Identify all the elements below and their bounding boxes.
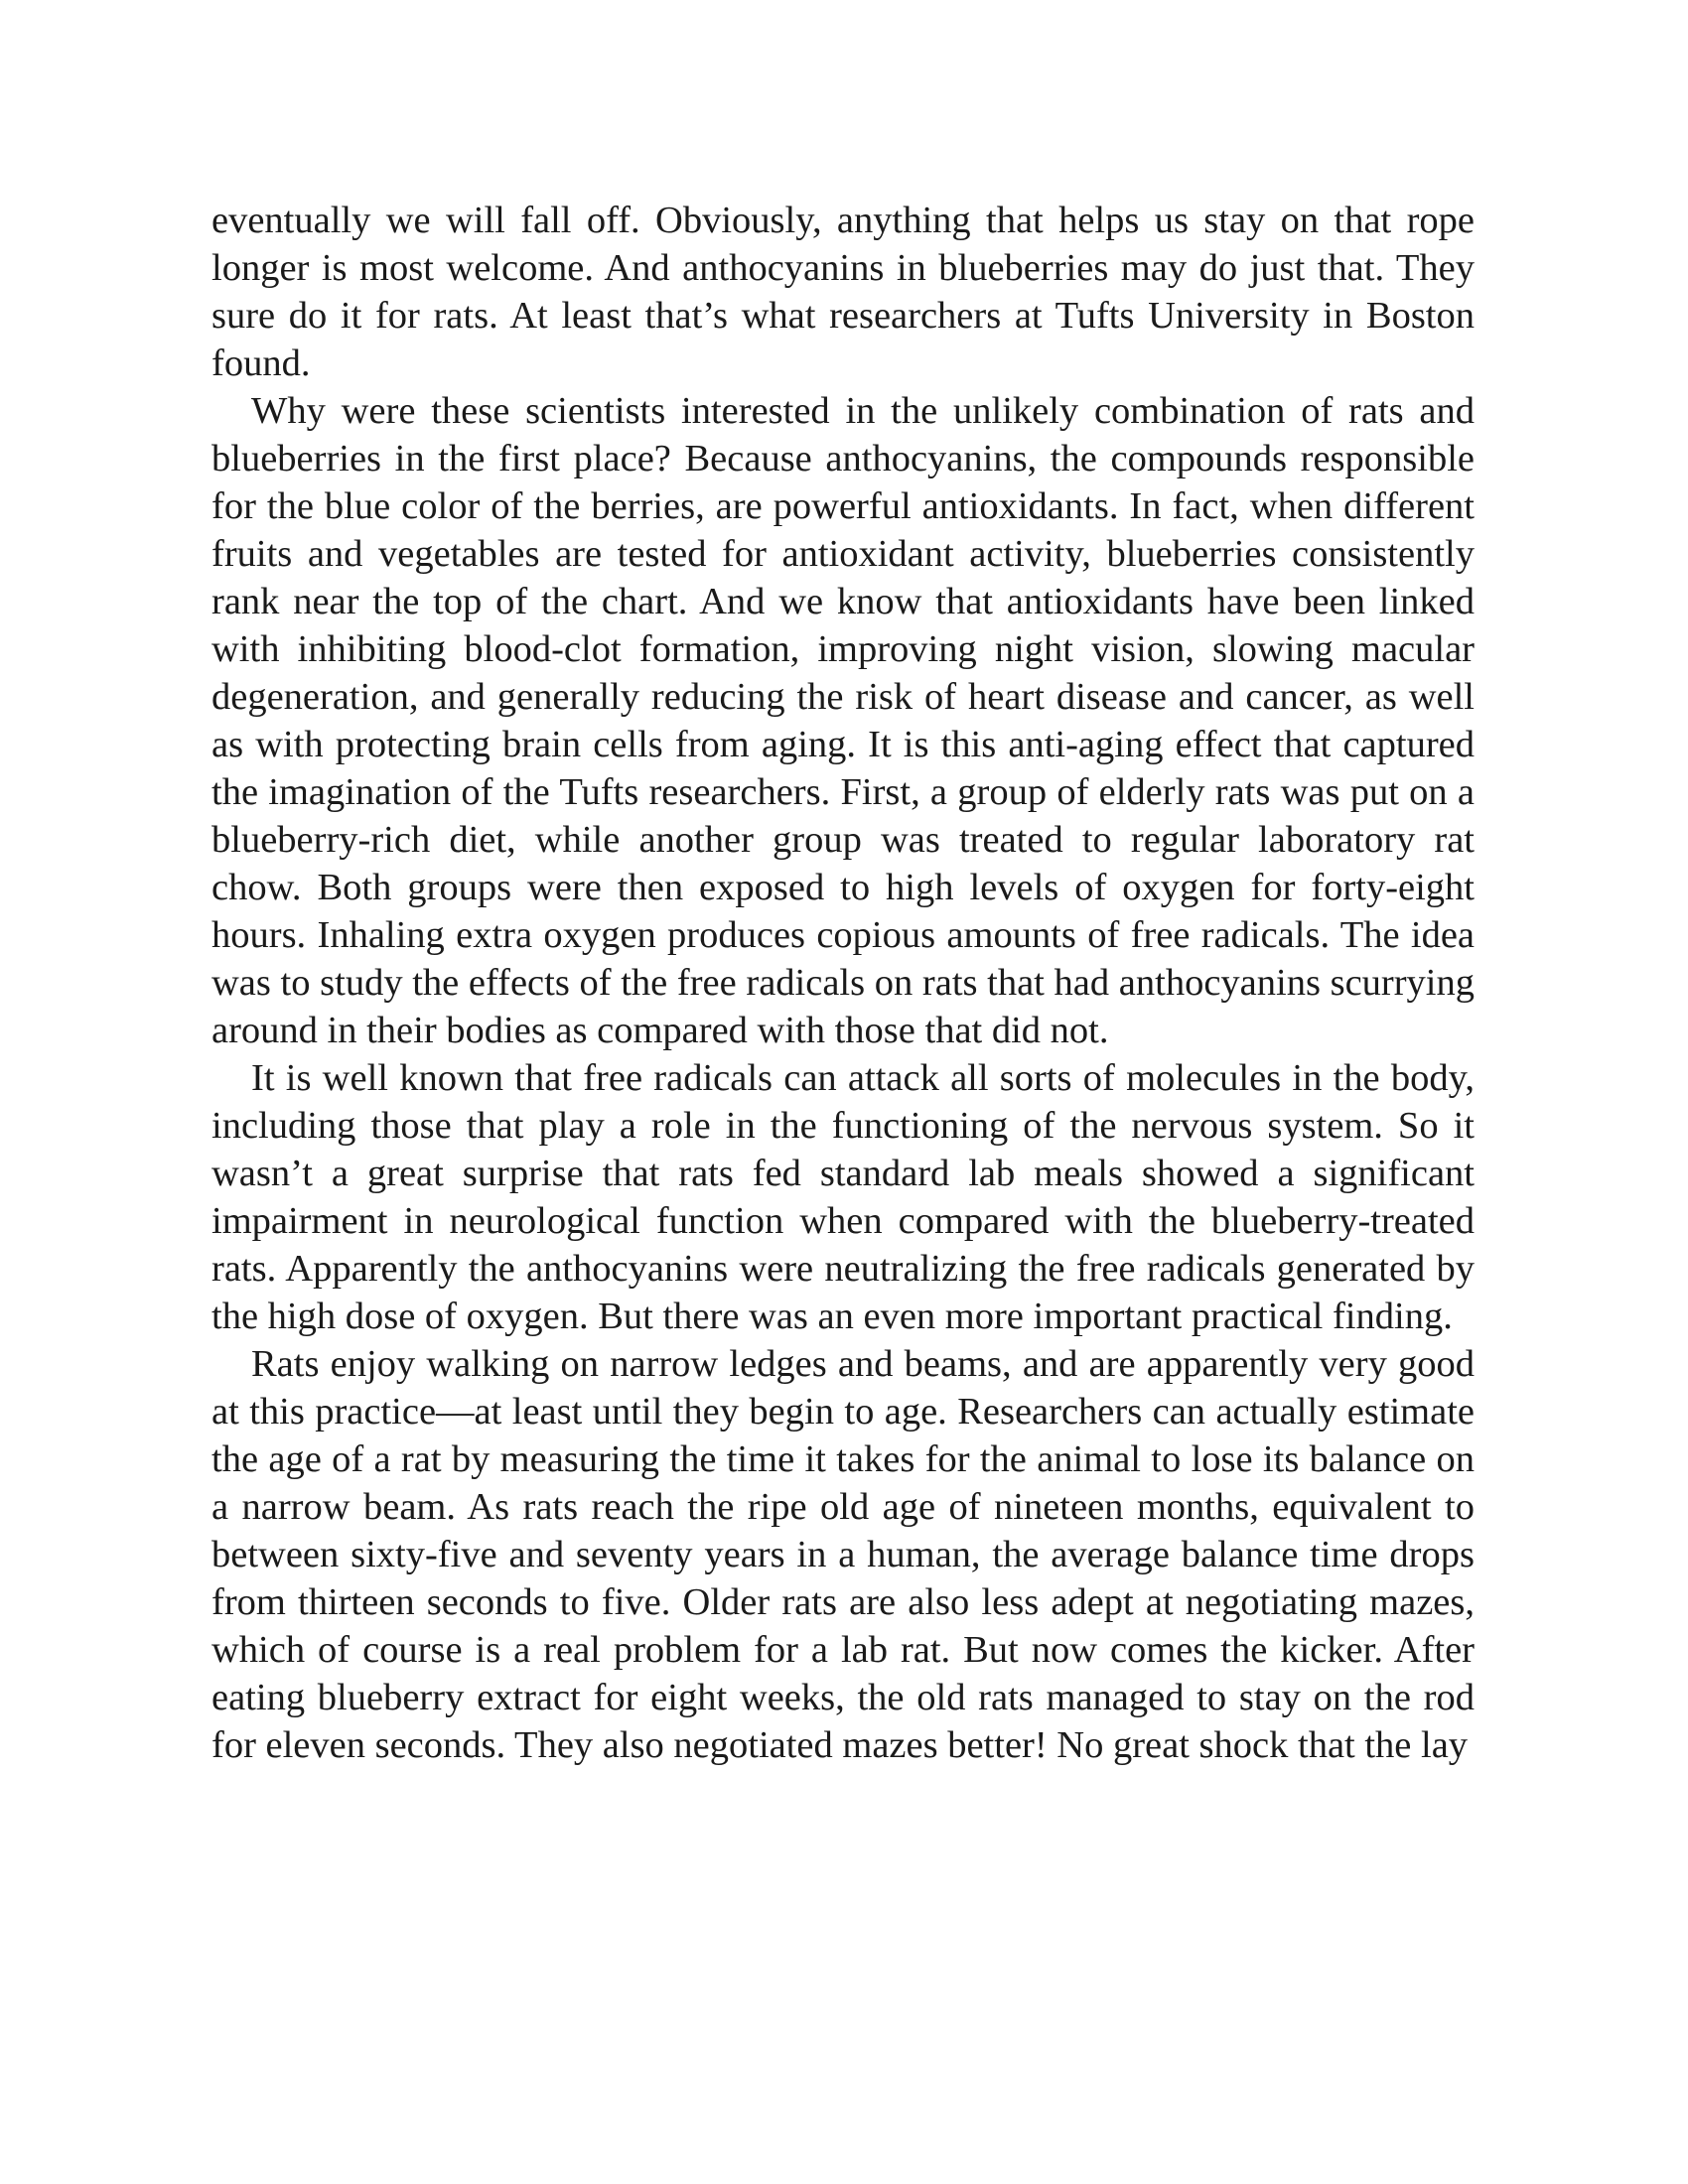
- paragraph-antioxidants: Why were these scientists interested in the unlikely combination of rats and blueberries in the first place? Because anthocyanins, the compounds responsible for the blue color of the berries, are powerful antioxidants. In fact, when different fruits and vegetables are tested for antioxidant activity, blueberries consistently rank near the top of the chart. And we know that antioxidants have been linked with inhibiting blood-clot formation, improving night vision, slowing macular degeneration, and generally reducing the risk of heart disease and cancer, as well as with protecting brain cells from aging. It is this anti-aging effect that captured the imagination of the Tufts researchers. First, a group of elderly rats was put on a blueberry-rich diet, while another group was treated to regular laboratory rat chow. Both groups were then exposed to high levels of oxygen for forty-eight hours. Inhaling extra oxygen produces copious amounts of free radicals. The idea was to study the effects of the free radicals on rats that had anthocyanins scurrying around in their bodies as compared with those that did not.: [211, 390, 1475, 1051]
- page-body: [211, 197, 1475, 1769]
- paragraph-balance-beam: Rats enjoy walking on narrow ledges and beams, and are apparently very good at this practice—at least until they begin to age. Researchers can actually estimate the age of a rat by measuring the time it takes for the animal to lose its balance on a narrow beam. As rats reach the ripe old age of nineteen months, equivalent to between sixty-five and seventy years in a human, the average balance time drops from thirteen seconds to five. Older rats are also less adept at negotiating mazes, which of course is a real problem for a lab rat. But now comes the kicker. After eating blueberry extract for eight weeks, the old rats managed to stay on the rod for eleven seconds. They also negotiated mazes better! No great shock that the lay: [211, 1343, 1475, 1766]
- paragraph-free-radicals: It is well known that free radicals can attack all sorts of molecules in the body, including those that play a role in the functioning of the nervous system. So it wasn’t a great surprise that rats fed standard lab meals showed a significant impairment in neurological function when compared with the blueberry-treated rats. Apparently the anthocyanins were neutralizing the free radicals generated by the high dose of oxygen. But there was an even more important practical finding.: [211, 1057, 1475, 1337]
- paragraph-continuation: eventually we will fall off. Obviously, anything that helps us stay on that rope longer is most welcome. And anthocyanins in blueberries may do just that. They sure do it for rats. At least that’s what researchers at Tufts University in Boston found.: [211, 200, 1475, 384]
